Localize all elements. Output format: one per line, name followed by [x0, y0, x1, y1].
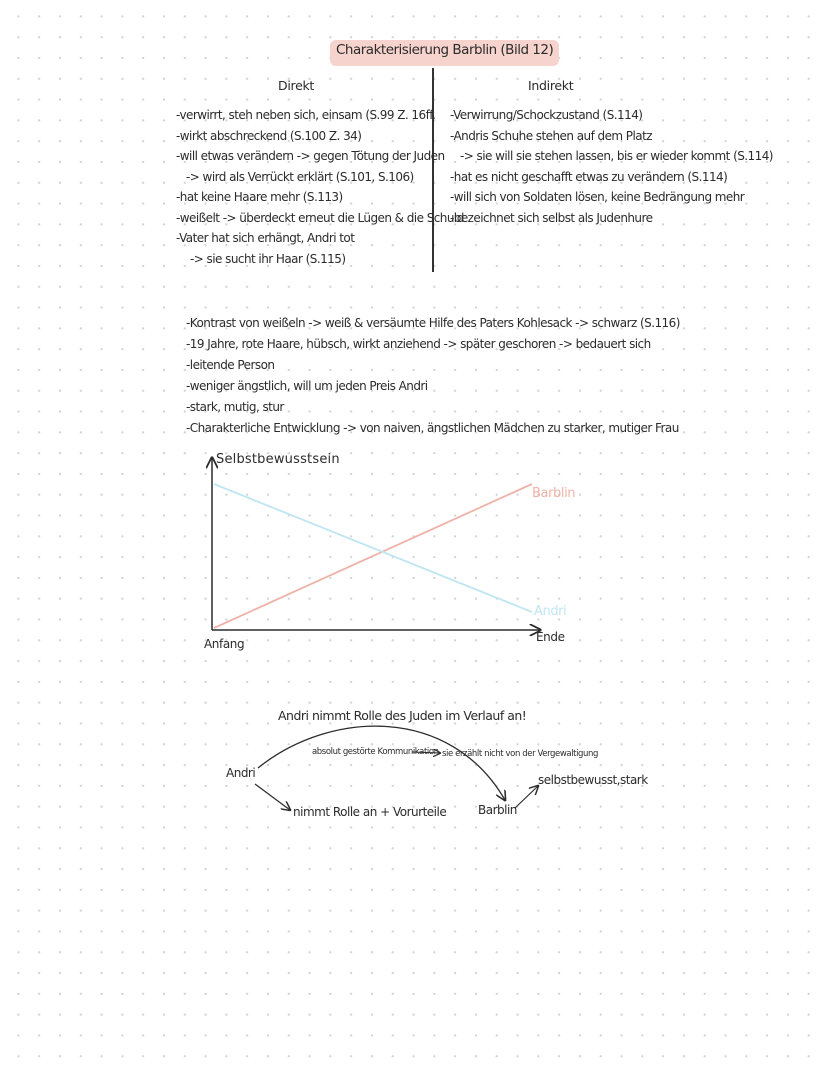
- development-chart: [212, 458, 540, 630]
- andri-node: Andri: [226, 766, 256, 780]
- list-item: -will etwas verändern -> gegen Tötung der Juden: [176, 149, 445, 163]
- indirect-heading: Indirekt: [528, 78, 574, 93]
- list-item: -will sich von Soldaten lösen, keine Bedrängung mehr: [450, 190, 745, 204]
- list-item: -hat keine Haare mehr (S.113): [176, 190, 343, 204]
- andri-lower-arrow: [255, 784, 290, 810]
- barblin-node: Barblin: [478, 803, 517, 817]
- list-item: -> wird als Verrückt erklärt (S.101, S.106): [186, 169, 414, 184]
- legend-andri: Andri: [534, 604, 567, 619]
- chart-x-tick-end: Ende: [536, 630, 565, 644]
- list-item: -Charakterliche Entwicklung -> von naiven, ängstlichen Mädchen zu starker, mutiger Frau: [186, 421, 679, 435]
- chart-x-tick-start: Anfang: [204, 637, 245, 651]
- direct-heading: Direkt: [278, 78, 314, 93]
- list-item: -Andris Schuhe stehen auf dem Platz: [450, 128, 652, 143]
- list-item: -Verwirrung/Schockzustand (S.114): [450, 108, 643, 122]
- list-item: -hat es nicht geschafft etwas zu verändern (S.114): [450, 169, 728, 184]
- list-item: -bezeichnet sich selbst als Judenhure: [450, 210, 653, 225]
- list-item: -stark, mutig, stur: [186, 400, 284, 414]
- series-line-barblin: [214, 484, 532, 628]
- list-item: -wirkt abschreckend (S.100 Z. 34): [176, 128, 362, 143]
- list-item: -weniger ängstlich, will um jeden Preis Andri: [186, 379, 428, 393]
- series-line-andri: [214, 484, 532, 612]
- result-label: selbstbewusst,stark: [538, 773, 648, 787]
- arc-arrow: [258, 726, 505, 800]
- list-item: -> sie sucht ihr Haar (S.115): [190, 251, 346, 266]
- lower-label: nimmt Rolle an + Vorurteile: [293, 805, 447, 819]
- page-title: Charakterisierung Barblin (Bild 12): [330, 40, 559, 66]
- list-item: -leitende Person: [186, 358, 275, 372]
- list-item: -weißelt -> überdeckt erneut die Lügen & die Schuld: [176, 210, 464, 225]
- arc-label-communication: absolut gestörte Kommunikation: [312, 747, 439, 757]
- diagram-heading: Andri nimmt Rolle des Juden im Verlauf an!: [278, 708, 527, 723]
- list-item: -verwirrt, steh neben sich, einsam (S.99 Z. 16ff.: [176, 108, 436, 122]
- list-item: -Kontrast von weißeln -> weiß & versäumte Hilfe des Paters Kohlesack -> schwarz (S.116): [186, 316, 680, 330]
- list-item: -19 Jahre, rote Haare, hübsch, wirkt anziehend -> später geschoren -> bedauert sich: [186, 337, 651, 351]
- arc-label-silence: sie erzählt nicht von der Vergewaltigung: [442, 749, 599, 759]
- legend-barblin: Barblin: [532, 486, 576, 501]
- list-item: -> sie will sie stehen lassen, bis er wieder kommt (S.114): [460, 149, 773, 163]
- chart-y-label: Selbstbewusstsein: [216, 452, 340, 467]
- list-item: -Vater hat sich erhängt, Andri tot: [176, 231, 355, 245]
- barblin-result-arrow: [515, 786, 538, 808]
